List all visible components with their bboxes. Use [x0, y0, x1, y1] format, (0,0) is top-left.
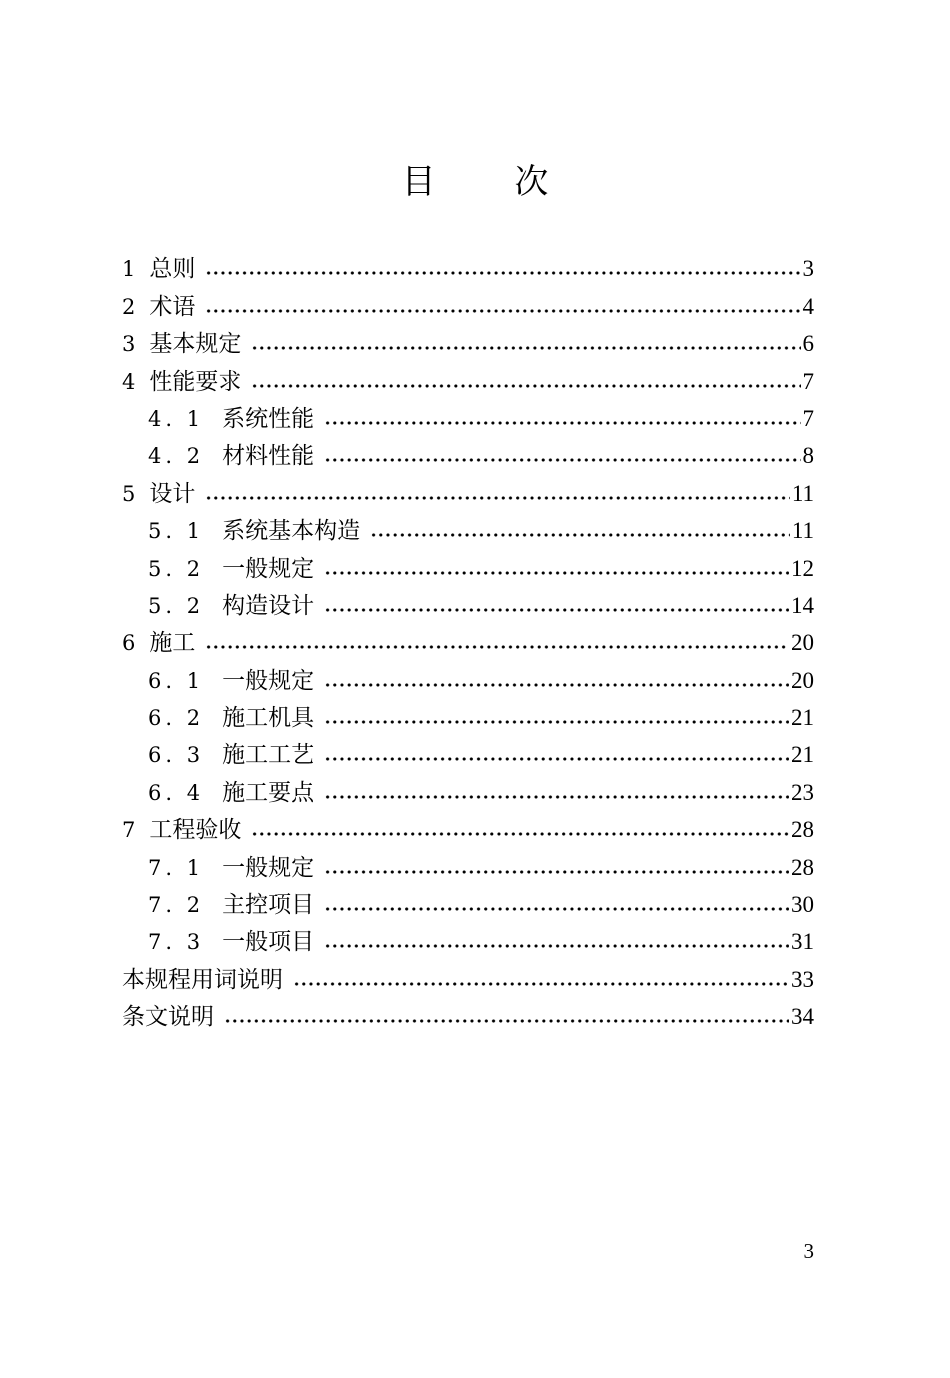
dot-leader [370, 533, 790, 537]
dot-leader [324, 907, 789, 911]
dot-leader [224, 1019, 789, 1023]
toc-entry[interactable] [122, 658, 814, 695]
dot-leader [324, 421, 800, 425]
toc-entry-number: 3 [122, 332, 136, 357]
toc-entry[interactable] [122, 733, 814, 770]
toc-entry-page: 3 [802, 256, 814, 282]
toc-entry-page: 11 [791, 518, 814, 544]
toc-entry[interactable] [122, 995, 814, 1032]
dot-leader [205, 496, 789, 500]
toc-entry[interactable] [122, 584, 814, 621]
toc-entry-page: 4 [802, 293, 814, 319]
toc-entry[interactable] [122, 247, 814, 284]
toc-entry-page: 28 [791, 854, 814, 880]
toc-entry-page: 21 [791, 742, 814, 768]
toc-entry-page: 33 [791, 966, 814, 992]
toc-entry-label: 材料性能 [222, 443, 315, 470]
toc-entry-label: 系统性能 [222, 405, 315, 432]
dot-leader [324, 720, 789, 724]
toc-entry-page: 28 [791, 817, 814, 843]
toc-entry-number: 5. 2 [148, 556, 205, 581]
dot-leader [324, 757, 789, 761]
toc-entry-number: 7. 1 [148, 855, 205, 880]
dot-leader [324, 608, 789, 612]
toc-entry-number: 4 [122, 369, 136, 394]
dot-leader [251, 832, 789, 836]
toc-entry[interactable] [122, 957, 814, 994]
toc-entry-number: 5 [122, 481, 136, 506]
dot-leader [324, 458, 800, 462]
toc-entry-label: 性能要求 [149, 368, 242, 395]
dot-leader [324, 944, 789, 948]
toc-entry-label: 构造设计 [222, 592, 315, 619]
toc-entry[interactable] [122, 845, 814, 882]
dot-leader [205, 271, 800, 275]
toc-entry-number: 4. 2 [148, 444, 205, 469]
toc-entry[interactable] [122, 434, 814, 471]
toc-entry-number: 6. 2 [148, 706, 205, 731]
toc-entry[interactable] [122, 770, 814, 807]
table-of-contents [122, 247, 814, 1032]
toc-entry[interactable] [122, 471, 814, 508]
toc-entry-page: 31 [791, 929, 814, 955]
toc-entry[interactable] [122, 920, 814, 957]
toc-entry-page: 12 [791, 555, 814, 581]
dot-leader [205, 645, 789, 649]
toc-entry[interactable] [122, 696, 814, 733]
toc-entry-number: 6. 4 [148, 780, 205, 805]
toc-entry-label: 基本规定 [149, 331, 242, 358]
toc-entry-page: 20 [791, 667, 814, 693]
toc-entry[interactable] [122, 546, 814, 583]
toc-entry[interactable] [122, 883, 814, 920]
toc-entry-label: 术语 [149, 293, 196, 320]
toc-entry[interactable] [122, 621, 814, 658]
toc-entry-label: 系统基本构造 [222, 518, 361, 545]
toc-entry[interactable] [122, 509, 814, 546]
toc-entry-number: 1 [122, 257, 136, 282]
dot-leader [324, 795, 789, 799]
toc-entry-number: 6. 1 [148, 668, 205, 693]
toc-entry[interactable] [122, 808, 814, 845]
toc-entry-page: 34 [791, 1004, 814, 1030]
toc-entry-label: 一般项目 [222, 929, 315, 956]
toc-entry-label: 一般规定 [222, 555, 315, 582]
toc-entry-page: 20 [791, 630, 814, 656]
dot-leader [324, 683, 789, 687]
toc-entry-label: 施工 [149, 630, 196, 657]
toc-entry[interactable] [122, 359, 814, 396]
toc-entry-label: 一般规定 [222, 854, 315, 881]
toc-entry-label: 施工要点 [222, 779, 315, 806]
toc-entry-page: 6 [802, 331, 814, 357]
page-number: 3 [803, 1239, 814, 1263]
toc-entry-page: 23 [791, 779, 814, 805]
toc-entry-page: 11 [791, 480, 814, 506]
toc-entry-number: 5. 2 [148, 593, 205, 618]
toc-entry-label: 一般规定 [222, 667, 315, 694]
dot-leader [251, 346, 800, 350]
toc-entry-page: 14 [791, 592, 814, 618]
dot-leader [251, 384, 800, 388]
toc-entry[interactable] [122, 397, 814, 434]
toc-entry-page: 21 [791, 705, 814, 731]
toc-entry-label: 主控项目 [222, 892, 315, 919]
toc-entry[interactable] [122, 322, 814, 359]
toc-entry-number: 7. 2 [148, 893, 205, 918]
toc-entry-number: 7. 3 [148, 930, 205, 955]
dot-leader [324, 870, 789, 874]
toc-entry-page: 7 [802, 368, 814, 394]
toc-entry-label: 施工机具 [222, 705, 315, 732]
toc-entry-page: 7 [802, 405, 814, 431]
toc-entry-label: 设计 [149, 480, 196, 507]
toc-entry-label: 总则 [149, 256, 196, 283]
toc-entry-number: 6 [122, 631, 136, 656]
toc-entry-number: 7 [122, 818, 136, 843]
toc-entry-number: 6. 3 [148, 743, 205, 768]
toc-entry-number: 5. 1 [148, 519, 205, 544]
toc-entry-number: 2 [122, 294, 136, 319]
toc-entry-label: 施工工艺 [222, 742, 315, 769]
toc-entry-label: 工程验收 [149, 817, 242, 844]
toc-entry-number: 4. 1 [148, 406, 205, 431]
dot-leader [324, 571, 789, 575]
toc-entry-label: 条文说明 [122, 1004, 214, 1031]
toc-entry-page: 30 [791, 892, 814, 918]
dot-leader [293, 982, 789, 986]
toc-entry-page: 8 [802, 443, 814, 469]
toc-entry-label: 本规程用词说明 [122, 966, 283, 993]
dot-leader [205, 309, 800, 313]
toc-entry[interactable] [122, 284, 814, 321]
page-title: 目 次 [401, 162, 583, 202]
